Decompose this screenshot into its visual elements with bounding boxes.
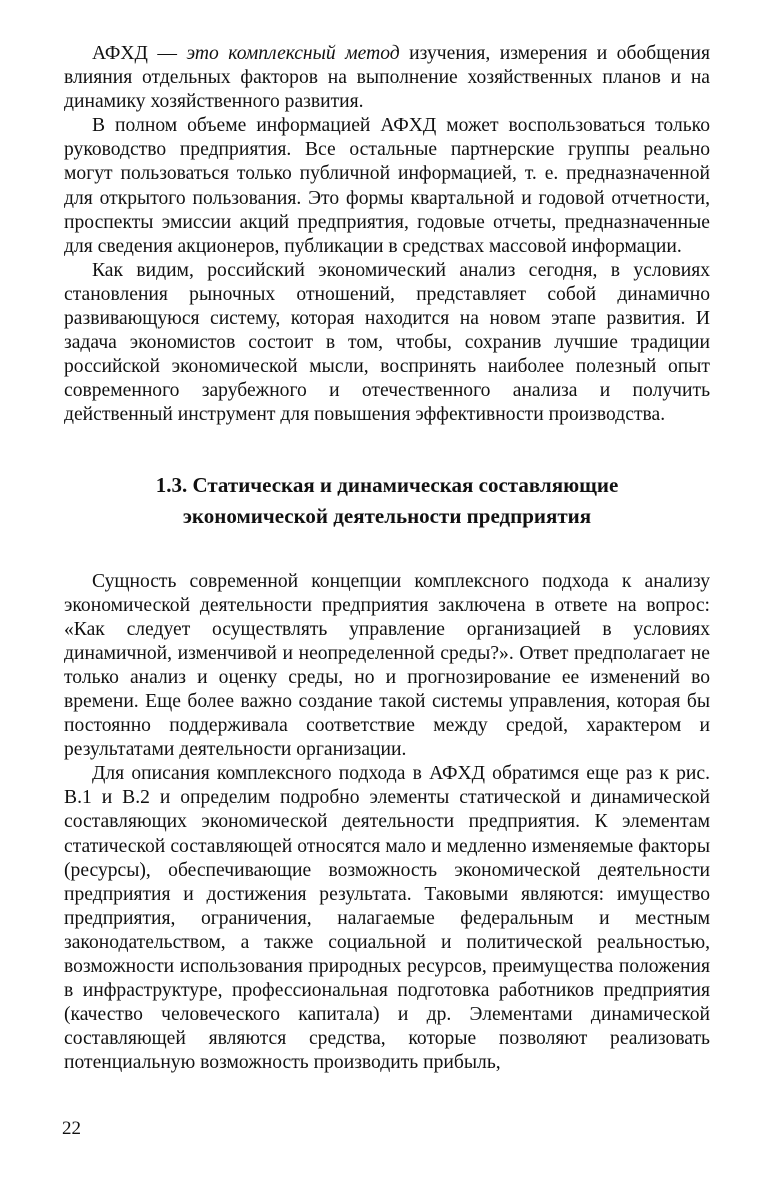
- paragraph-information: В полном объеме информацией АФХД может воспользоваться только руководство предприятия. Все остальные партнерские группы реально могут пользоваться только публичной информацией, т. е. предназначенной для открытого пользования. Это формы квартальной и годовой отчетности, проспекты эмиссии акций предприятия, годовые отчеты, предназначенные для сведения акционеров, публикации в средствах массовой информации.: [64, 115, 710, 257]
- paragraph-russian-analysis: Как видим, российский экономический анализ сегодня, в условиях становления рыночных отношений, представляет собой динамично развивающуюся систему, которая находится на новом этапе развития. И задача экономистов состоит в том, чтобы, сохранив лучшие традиции российской экономической мысли, воспринять наиболее полезный опыт современного зарубежного и отечественного анализа и получить действенный инструмент для повышения эффективности производства.: [64, 259, 710, 426]
- page-body: [64, 42, 710, 1075]
- section-heading-line-2: экономической деятельности предприятия: [182, 503, 592, 528]
- paragraph-elements: Для описания комплексного подхода в АФХД обратимся еще раз к рис. В.1 и В.2 и определим подробно элементы статической и динамической составляющих экономической деятельности предприятия. К элементам статической составляющей относятся мало и медленно изменяемые факторы (ресурсы), обеспечивающие возможность экономической деятельности предприятия и достижения результата. Таковыми являются: имущество предприятия, ограничения, налагаемые федеральным и местным законодательством, а также социальной и политической реальностью, возможности использования природных ресурсов, преимущества положения в инфраструктуре, профессиональная подготовка работников предприятия (качество человеческого капитала) и др. Элементами динамической составляющей являются средства, которые позволяют реализовать потенциальную возможность производить прибыль,: [64, 763, 710, 1074]
- paragraph-rest: изучения, измерения и обобщения влияния отдельных факторов на выполнение хозяйственных планов и на динамику хозяйственного развития.: [64, 43, 710, 113]
- paragraph-lead: АФХД —: [92, 43, 187, 64]
- section-heading-line-1: 1.3. Статическая и динамическая составляющие: [155, 472, 619, 497]
- paragraph-emphasis: это комплексный метод: [186, 43, 400, 64]
- page-number: 22: [62, 1118, 81, 1139]
- section-heading: [64, 470, 710, 532]
- paragraph-definition: [64, 42, 710, 114]
- paragraph-concept: Сущность современной концепции комплексного подхода к анализу экономической деятельности предприятия заключена в ответе на вопрос: «Как следует осуществлять управление организацией в условиях динамичной, изменчивой и неопределенной среды?». Ответ предполагает не только анализ и оценку среды, но и прогнозирование ее изменений во времени. Еще более важно создание такой системы управления, которая бы постоянно поддерживала соответствие между средой, характером и результатами деятельности организации.: [64, 570, 710, 761]
